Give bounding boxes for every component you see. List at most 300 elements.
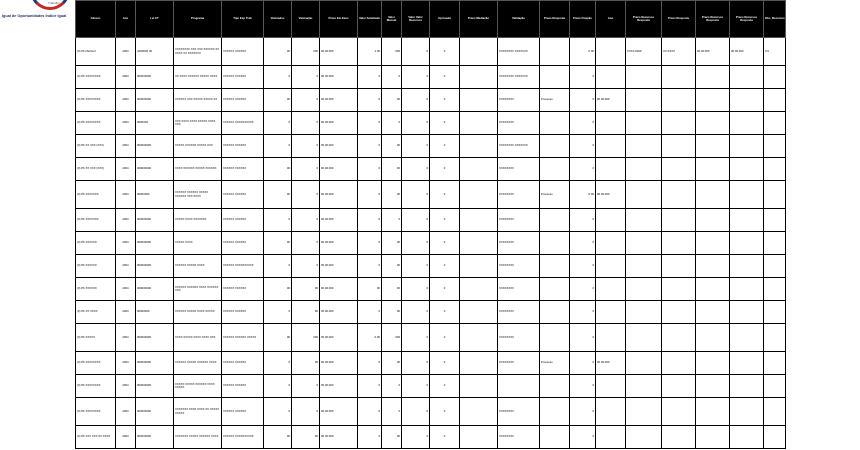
- table-cell: [596, 301, 626, 324]
- table-cell: [596, 38, 626, 66]
- table-cell: [498, 375, 540, 398]
- column-header: Valor Solicitado: [358, 1, 382, 38]
- table-cell: (0) PF XX XXXX: [76, 301, 116, 324]
- table-cell: (0) PF XXXXXXXX: [76, 89, 116, 112]
- table-cell: 00.00.000: [320, 255, 358, 278]
- table-cell: XXXXXXXX: [498, 209, 540, 232]
- table-cell: [764, 232, 786, 255]
- table-cell: 0: [382, 398, 402, 426]
- table-cell: 0: [402, 426, 430, 449]
- table-cell: 00.00.000: [320, 398, 358, 426]
- table-cell: [696, 426, 730, 449]
- table-cell: 0: [382, 209, 402, 232]
- table-cell: 0: [570, 301, 596, 324]
- table-cell: 0: [402, 135, 430, 158]
- table-cell: [730, 209, 764, 232]
- table-row: [76, 209, 786, 232]
- table-cell: [662, 324, 696, 352]
- table-cell: 0: [430, 232, 460, 255]
- table-cell: 00.00.000: [730, 38, 764, 66]
- table-cell: [662, 112, 696, 135]
- table-cell: 0: [358, 255, 382, 278]
- table-cell: XXXXX XXXX: [174, 232, 222, 255]
- table-cell: 000000000: [136, 375, 174, 398]
- table-cell: 00.00.000: [696, 38, 730, 66]
- table-cell: [730, 181, 764, 209]
- table-cell: 00: [382, 352, 402, 375]
- table-cell: 2004: [116, 232, 136, 255]
- table-cell: [730, 398, 764, 426]
- table-cell: 2004: [116, 301, 136, 324]
- table-cell: 0: [358, 426, 382, 449]
- table-cell: 0.0: [764, 38, 786, 66]
- table-cell: (0) PF XX XXX (XXX): [76, 158, 116, 181]
- table-cell: XXXXXXXX XXXXXXX: [498, 38, 540, 66]
- table-cell: XXXXXXXX: [498, 352, 540, 375]
- table-cell: (000000) 00: [136, 38, 174, 66]
- table-row: [76, 324, 786, 352]
- table-cell: 0: [430, 426, 460, 449]
- table-cell: [540, 324, 570, 352]
- column-header: Aprovado: [430, 1, 460, 38]
- table-cell: 0.00: [570, 38, 596, 66]
- table-cell: [596, 209, 626, 232]
- table-cell: [662, 232, 696, 255]
- table-cell: 0: [292, 66, 320, 89]
- table-cell: 0: [292, 158, 320, 181]
- table-cell: XXXXXX XXXXXX: [222, 135, 264, 158]
- table-cell: [696, 209, 730, 232]
- table-cell: [730, 375, 764, 398]
- column-header: Gênero: [76, 1, 116, 38]
- table-cell: [596, 232, 626, 255]
- table-cell: 0: [382, 375, 402, 398]
- table-cell: [696, 255, 730, 278]
- table-cell: XXXXXXXX: [498, 324, 540, 352]
- column-header: Programa: [174, 1, 222, 38]
- table-row: [76, 278, 786, 301]
- table-cell: [460, 324, 498, 352]
- table-cell: 0: [264, 66, 292, 89]
- table-cell: [460, 181, 498, 209]
- table-cell: [626, 135, 662, 158]
- table-cell: XXXX XXXXX XXXX XXXX XXX: [174, 324, 222, 352]
- table-cell: Processo: [540, 352, 570, 375]
- table-cell: 0: [402, 255, 430, 278]
- table-cell: 0: [402, 66, 430, 89]
- table-cell: 00.00.000: [320, 375, 358, 398]
- table-cell: 0: [402, 278, 430, 301]
- table-cell: 0: [570, 89, 596, 112]
- table-cell: [662, 278, 696, 301]
- table-cell: [460, 301, 498, 324]
- table-cell: [626, 301, 662, 324]
- table-cell: [730, 232, 764, 255]
- table-cell: XXXXXX XXXXXX: [222, 181, 264, 209]
- table-cell: 2004: [116, 89, 136, 112]
- table-cell: 2004: [116, 375, 136, 398]
- table-cell: 00.00.000: [320, 38, 358, 66]
- table-cell: 00.00.000: [320, 324, 358, 352]
- table-cell: 0: [402, 352, 430, 375]
- table-cell: 00.00.000: [320, 232, 358, 255]
- table-cell: 000000000: [136, 232, 174, 255]
- table-cell: [764, 426, 786, 449]
- table-cell: Processo: [540, 89, 570, 112]
- table-cell: XXXXXXXX: [498, 112, 540, 135]
- table-cell: XXXXXXXX: [498, 181, 540, 209]
- table-cell: 00.00.000: [320, 112, 358, 135]
- table-row: [76, 66, 786, 89]
- table-cell: [540, 398, 570, 426]
- table-cell: (0) PF XXXXXX: [76, 255, 116, 278]
- table-cell: [540, 38, 570, 66]
- table-cell: [596, 66, 626, 89]
- column-header: Prazo Fixação: [570, 1, 596, 38]
- table-cell: 000: [292, 324, 320, 352]
- table-cell: 0: [570, 398, 596, 426]
- table-cell: XXXXXXXX XXX XXX XXXXXX XX XXXX XX XXXXXXX: [174, 38, 222, 66]
- table-cell: [460, 426, 498, 449]
- table-cell: 0: [430, 398, 460, 426]
- column-header: Valor Mensal: [382, 1, 402, 38]
- table-cell: [730, 158, 764, 181]
- table-cell: 0: [570, 375, 596, 398]
- table-cell: XXXXXX XXXXX XXXX XXXXX: [174, 301, 222, 324]
- column-header: Ano: [596, 1, 626, 38]
- table-cell: [764, 324, 786, 352]
- table-cell: 0: [430, 301, 460, 324]
- table-cell: 2004: [116, 158, 136, 181]
- table-cell: XXXXXX XXXXX XXXX: [174, 255, 222, 278]
- table-cell: 0: [264, 209, 292, 232]
- table-cell: [730, 278, 764, 301]
- table-cell: [626, 181, 662, 209]
- table-cell: 0: [430, 352, 460, 375]
- table-cell: (0) PF XXX XXX XX XXXX: [76, 426, 116, 449]
- table-cell: 00.00.000: [320, 135, 358, 158]
- table-cell: XXXXXX XXXXX XXXXXX XXXX: [174, 352, 222, 375]
- table-cell: 00: [264, 158, 292, 181]
- table-cell: [696, 158, 730, 181]
- table-cell: XXXXXX XXXXXX: [222, 158, 264, 181]
- table-cell: 0: [292, 398, 320, 426]
- table-cell: XXXXXX XXXXXX XXXXX: [222, 324, 264, 352]
- table-cell: XXXXX XXXXX XXXXXX XXXX XXXXX: [174, 375, 222, 398]
- table-cell: 00: [264, 324, 292, 352]
- table-cell: [540, 255, 570, 278]
- table-cell: [460, 158, 498, 181]
- table-cell: [596, 324, 626, 352]
- table-cell: XXXXXXXX: [498, 158, 540, 181]
- table-cell: [460, 209, 498, 232]
- column-header: Lei CT: [136, 1, 174, 38]
- table-cell: XXXXXXXX: [498, 278, 540, 301]
- table-cell: [696, 352, 730, 375]
- table-cell: [460, 398, 498, 426]
- table-cell: 0: [402, 158, 430, 181]
- table-cell: 000000000: [136, 89, 174, 112]
- table-cell: 00: [382, 232, 402, 255]
- table-cell: 0: [358, 209, 382, 232]
- table-cell: [662, 375, 696, 398]
- table-cell: 00: [264, 232, 292, 255]
- table-cell: XXXX.0000: [626, 38, 662, 66]
- table-row: [76, 158, 786, 181]
- table-cell: 0: [264, 135, 292, 158]
- table-cell: (0) PF XXXXXXXX: [76, 66, 116, 89]
- table-cell: 2004: [116, 38, 136, 66]
- table-row: [76, 426, 786, 449]
- table-cell: 0: [402, 301, 430, 324]
- table-cell: 0: [430, 158, 460, 181]
- column-header: Ano: [116, 1, 136, 38]
- table-cell: XXXXXXXX: [498, 232, 540, 255]
- table-cell: 0: [570, 135, 596, 158]
- table-cell: [662, 66, 696, 89]
- table-cell: 000000000: [136, 255, 174, 278]
- table-cell: XX.XXXX: [662, 38, 696, 66]
- table-cell: [626, 66, 662, 89]
- table-cell: 0: [430, 181, 460, 209]
- table-body: [76, 38, 786, 449]
- table-cell: [662, 398, 696, 426]
- table-cell: (0) PF XXXXXXXX: [76, 112, 116, 135]
- table-cell: 2004: [116, 398, 136, 426]
- table-row: [76, 301, 786, 324]
- table-cell: 2004: [116, 135, 136, 158]
- table-cell: 0: [292, 255, 320, 278]
- table-cell: [540, 426, 570, 449]
- table-cell: (0) PF XXXXXX: [76, 278, 116, 301]
- logo-text: Trabalho: [48, 1, 60, 5]
- table-cell: 0: [358, 181, 382, 209]
- table-cell: 00.00.000: [320, 352, 358, 375]
- table-cell: 0: [264, 375, 292, 398]
- table-cell: [764, 66, 786, 89]
- table-cell: 00.00.000: [320, 278, 358, 301]
- table-cell: 0: [292, 181, 320, 209]
- table-cell: 0: [430, 89, 460, 112]
- table-cell: 000000000: [136, 158, 174, 181]
- column-header: Prazo Resposta: [540, 1, 570, 38]
- table-cell: XXXXXX XXXXXXXXXX: [222, 255, 264, 278]
- data-table: [75, 0, 786, 449]
- table-cell: 00: [382, 255, 402, 278]
- table-cell: 0: [358, 398, 382, 426]
- table-cell: [626, 112, 662, 135]
- table-cell: 00.00.000: [596, 181, 626, 209]
- table-cell: 0: [264, 301, 292, 324]
- table-cell: [662, 255, 696, 278]
- table-cell: XXXXXX XXXXXX: [222, 66, 264, 89]
- table-cell: [540, 278, 570, 301]
- table-cell: [596, 135, 626, 158]
- table-cell: 0: [570, 66, 596, 89]
- table-cell: XXX XXXX XXXX XXXXX XXXX XXX: [174, 112, 222, 135]
- table-cell: [662, 426, 696, 449]
- table-cell: XXXXXX XXXXXX XXXXX XXXXXX XXX XXXX: [174, 181, 222, 209]
- table-cell: [540, 66, 570, 89]
- table-cell: (0) PF XXXXXXXX: [76, 352, 116, 375]
- table-cell: [460, 278, 498, 301]
- table-cell: [460, 38, 498, 66]
- table-cell: [730, 135, 764, 158]
- column-header: Prazo Em Exec: [320, 1, 358, 38]
- table-cell: 000000000: [136, 352, 174, 375]
- table-cell: 2004: [116, 278, 136, 301]
- table-cell: XXXXXXXX: [498, 89, 540, 112]
- table-row: [76, 135, 786, 158]
- table-cell: 00: [264, 38, 292, 66]
- table-cell: [764, 278, 786, 301]
- table-cell: 0: [570, 255, 596, 278]
- table-cell: 2004: [116, 324, 136, 352]
- table-cell: 0: [402, 181, 430, 209]
- table-cell: 0: [570, 324, 596, 352]
- column-header: Validação: [498, 1, 540, 38]
- table-cell: XXXXXX XXXXXX: [222, 301, 264, 324]
- table-cell: (0) PF XXXXXX: [76, 232, 116, 255]
- table-cell: 0: [402, 112, 430, 135]
- table-cell: 2004: [116, 66, 136, 89]
- table-cell: 0: [358, 66, 382, 89]
- table-cell: XXXXXX XXXXXX: [222, 375, 264, 398]
- table-cell: [730, 324, 764, 352]
- table-cell: [764, 209, 786, 232]
- table-cell: 00: [382, 278, 402, 301]
- table-cell: [662, 135, 696, 158]
- table-cell: 000000000: [136, 209, 174, 232]
- table-cell: XXXXXXXX: [498, 301, 540, 324]
- table-cell: (0) PF XXXXXXX: [76, 209, 116, 232]
- table-cell: 0: [292, 135, 320, 158]
- table-cell: [730, 301, 764, 324]
- table-cell: [460, 66, 498, 89]
- table-cell: [696, 301, 730, 324]
- table-cell: 00000000: [136, 301, 174, 324]
- table-cell: XXXXXXX XXXXX XXXXXX XXXX: [174, 426, 222, 449]
- table-cell: [626, 278, 662, 301]
- table-cell: [764, 398, 786, 426]
- table-cell: 0: [430, 135, 460, 158]
- table-cell: [730, 426, 764, 449]
- table-cell: 0: [430, 278, 460, 301]
- table-cell: [460, 89, 498, 112]
- table-cell: (0) PF XXXXX: [76, 324, 116, 352]
- table-cell: 0: [358, 301, 382, 324]
- table-cell: [596, 398, 626, 426]
- table-cell: XXXXXXXX XXXXXXX: [498, 135, 540, 158]
- table-cell: [696, 135, 730, 158]
- table-cell: XXXXXX XXXXXX XXXX XXXXXX XXX: [174, 278, 222, 301]
- table-cell: 000000000: [136, 398, 174, 426]
- table-cell: 0: [570, 426, 596, 449]
- table-cell: 000000000: [136, 135, 174, 158]
- table-cell: [730, 352, 764, 375]
- table-cell: [626, 158, 662, 181]
- table-cell: XXXXX XXXX XXXXXXX: [174, 209, 222, 232]
- table-cell: [460, 352, 498, 375]
- table-cell: 00.00.000: [320, 426, 358, 449]
- table-cell: 0: [402, 324, 430, 352]
- table-cell: XXXXXXXX: [498, 398, 540, 426]
- table-cell: [596, 426, 626, 449]
- table-cell: [540, 135, 570, 158]
- table-cell: 0: [430, 112, 460, 135]
- table-cell: 1.00: [358, 38, 382, 66]
- table-cell: 0: [292, 89, 320, 112]
- table-cell: 0: [430, 324, 460, 352]
- table-cell: [540, 301, 570, 324]
- table-cell: (0) PF XXXXXXX: [76, 181, 116, 209]
- table-cell: [764, 301, 786, 324]
- table-cell: [626, 255, 662, 278]
- table-cell: 0: [292, 209, 320, 232]
- table-cell: 0: [264, 352, 292, 375]
- table-cell: 0: [402, 209, 430, 232]
- column-header: Prazo Recursos Resposta: [696, 1, 730, 38]
- table-cell: [626, 232, 662, 255]
- table-cell: 00: [382, 426, 402, 449]
- table-cell: XXXXXX XXXXXX: [222, 398, 264, 426]
- table-cell: [662, 158, 696, 181]
- table-cell: [626, 426, 662, 449]
- table-cell: [460, 232, 498, 255]
- table-cell: 0.00: [358, 324, 382, 352]
- table-cell: [696, 398, 730, 426]
- table-cell: 0: [358, 112, 382, 135]
- table-cell: Processo: [540, 181, 570, 209]
- table-cell: 0: [430, 255, 460, 278]
- table-cell: 0: [264, 398, 292, 426]
- table-cell: 0: [292, 375, 320, 398]
- table-cell: [764, 135, 786, 158]
- table-cell: 0.00: [570, 181, 596, 209]
- table-cell: 00.00.000: [320, 89, 358, 112]
- column-header: Valor Valor Recursos: [402, 1, 430, 38]
- table-cell: [696, 375, 730, 398]
- table-cell: [626, 324, 662, 352]
- table-cell: (0) PF XXXXXXXX: [76, 375, 116, 398]
- table-cell: 00: [292, 352, 320, 375]
- table-row: [76, 352, 786, 375]
- table-cell: [696, 278, 730, 301]
- column-header: Vacinação: [292, 1, 320, 38]
- table-cell: XXXXXXX XXXX XXXX XX XXXXX XXXXX: [174, 398, 222, 426]
- table-cell: [764, 89, 786, 112]
- table-cell: 00: [264, 89, 292, 112]
- table-cell: 000: [382, 324, 402, 352]
- table-cell: 00.00.000: [596, 352, 626, 375]
- table-cell: 00: [264, 426, 292, 449]
- column-header: Prazo Recursos Resposta: [730, 1, 764, 38]
- table-cell: 2004: [116, 426, 136, 449]
- table-cell: XXXXXX XXXXXX: [222, 352, 264, 375]
- table-row: [76, 38, 786, 66]
- table-cell: [730, 255, 764, 278]
- table-cell: 00.00.000: [320, 181, 358, 209]
- table-cell: [626, 89, 662, 112]
- table-cell: 000000000: [136, 278, 174, 301]
- table-cell: 00.00.000: [596, 89, 626, 112]
- table-row: [76, 181, 786, 209]
- table-cell: 0: [402, 232, 430, 255]
- table-cell: 0: [358, 158, 382, 181]
- table-cell: [662, 181, 696, 209]
- table-cell: XXXXXXXX XXXXXXX: [498, 66, 540, 89]
- table-cell: 00.00.000: [320, 66, 358, 89]
